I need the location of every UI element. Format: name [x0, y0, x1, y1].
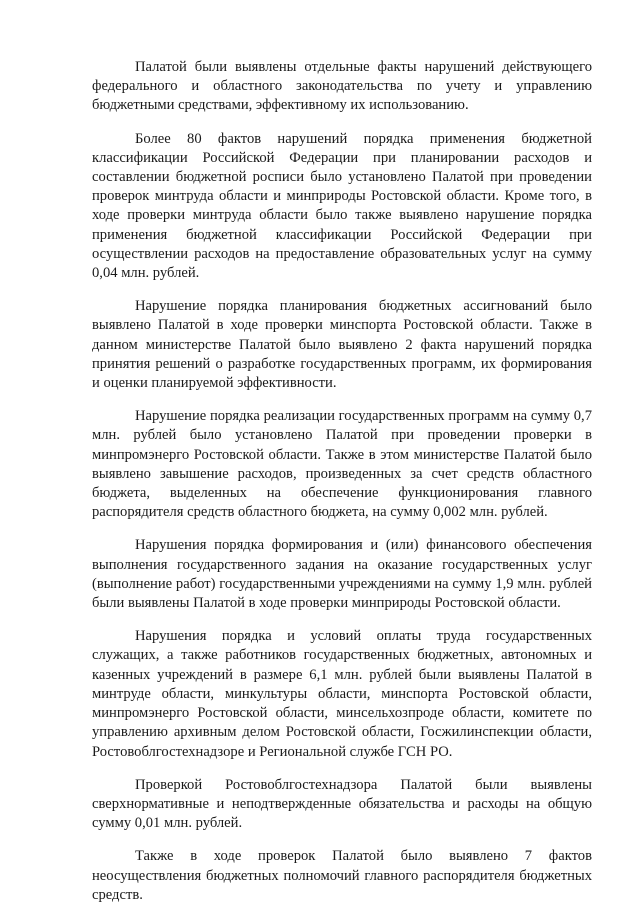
paragraph-state-programs: Нарушение порядка реализации государственных программ на сумму 0,7 млн. рублей было установлено Палатой при проведении проверки в минпромэнерго Ростовской области. Также в этом министерстве Палатой было выявлено завышение расходов, произведенных за счет средств областного бюджета, выделенных на обеспечение функционирования главного распорядителя средств областного бюджета, на сумму 0,002 млн. рублей.: [92, 408, 592, 521]
paragraph-labor-payment: Нарушения порядка и условий оплаты труда государственных служащих, а также работников государственных бюджетных, автономных и казенных учреждений в размере 6,1 млн. рублей были выявлены Палатой в минтруде области, минкультуры области, минспорта Ростовской области, минпромэнерго Ростовской области, минсельхозпроде области, комитете по управлению архивным делом Ростовской области, Госжилинспекции области, Ростовоблгостехнадзоре и Региональной службе ГСН РО.: [92, 628, 592, 760]
paragraph-violations-overview: Палатой были выявлены отдельные факты нарушений действующего федерального и областного законодательства по учету и управлению бюджетными средствами, эффективному их использованию.: [92, 59, 592, 114]
paragraph-unexercised-powers: Также в ходе проверок Палатой было выявлено 7 фактов неосуществления бюджетных полномочий главного распорядителя бюджетных средств.: [92, 848, 592, 903]
paragraph-state-assignment: Нарушения порядка формирования и (или) финансового обеспечения выполнения государственного задания на оказание государственных услуг (выполнение работ) государственными учреждениями на сумму 1,9 млн. рублей были выявлены Палатой в ходе проверки минприроды Ростовской области.: [92, 537, 592, 612]
paragraph-budget-classification: Более 80 фактов нарушений порядка применения бюджетной классификации Российской Федерации при планировании расходов и составлении бюджетной росписи было установлено Палатой при проведении проверок минтруда области и минприроды Ростовской области. Кроме того, в ходе проверки минтруда области было также выявлено нарушение порядка применения бюджетной классификации Российской Федерации при осуществлении расходов на предоставление образовательных услуг на сумму 0,04 млн. рублей.: [92, 130, 592, 282]
paragraph-budget-planning: Нарушение порядка планирования бюджетных ассигнований было выявлено Палатой в ходе проверки минспорта Ростовской области. Также в данном министерстве Палатой было выявлено 2 факта нарушений порядка принятия решений о разработке государственных программ, их формирования и оценки планируемой эффективности.: [92, 298, 592, 392]
paragraph-excess-obligations: Проверкой Ростовоблгостехнадзора Палатой были выявлены сверхнормативные и неподтвержденные обязательства и расходы на общую сумму 0,01 млн. рублей.: [92, 776, 592, 832]
document-page: [92, 58, 592, 919]
